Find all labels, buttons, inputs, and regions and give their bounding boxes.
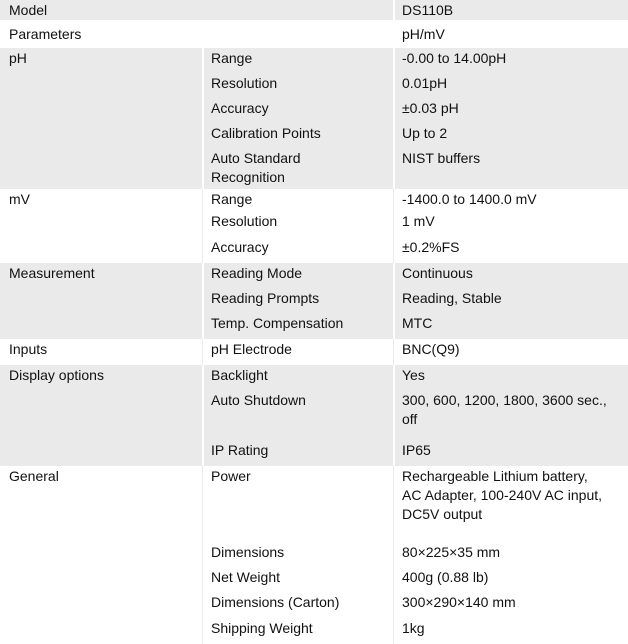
column-divider [202,73,204,98]
row-value: 1 mV [402,213,435,229]
row-value-line: off [402,411,418,427]
row-group-label: Inputs [9,341,48,357]
table-row-ph-accuracy [0,98,628,123]
table-row-mv-resolution [0,211,628,237]
column-divider [393,48,395,73]
row-param-label: Accuracy [211,100,269,116]
column-divider [393,390,395,440]
row-value: Reading, Stable [402,290,502,306]
column-divider [393,466,394,644]
row-value-line: AC Adapter, 100-240V AC input, [402,487,603,503]
row-group-label: Measurement [9,265,95,281]
row-param-label: Dimensions (Carton) [211,594,340,610]
row-param-label: Accuracy [211,239,269,255]
table-row-display-backlight [0,365,628,390]
table-row-general-power [0,466,628,542]
column-divider [202,466,203,644]
row-value: 80×225×35 mm [402,544,501,560]
row-value: 1kg [402,620,425,636]
column-divider [393,189,394,263]
column-divider [202,390,204,440]
table-row-model [0,0,628,20]
table-row-ph-resolution [0,73,628,98]
row-param-label: Dimensions [211,544,285,560]
row-value-line: 300, 600, 1200, 1800, 3600 sec., [402,392,607,408]
row-param-label: Power [211,468,251,484]
column-divider [393,440,395,466]
row-param-label: pH Electrode [211,341,292,357]
table-row-measurement-temp [0,313,628,339]
column-divider [393,148,395,189]
row-value: 0.01pH [402,75,448,91]
row-group-label: pH [9,50,27,66]
row-value [402,390,607,429]
column-divider [202,123,204,148]
row-param-label: Auto Shutdown [211,392,306,408]
column-divider [393,288,395,313]
row-group-label: mV [9,191,30,207]
column-divider [202,440,204,466]
row-param-label: Range [211,50,253,66]
row-param-label: Temp. Compensation [211,315,344,331]
column-divider [202,288,204,313]
column-divider [393,365,395,390]
table-row-general-shipping [0,618,628,644]
row-value: Up to 2 [402,125,448,141]
row-value: IP65 [402,442,431,458]
row-value: 300×290×140 mm [402,594,516,610]
row-param-label: Reading Prompts [211,290,320,306]
row-param-label: Calibration Points [211,125,321,141]
row-group-label: Parameters [9,26,82,42]
row-value-line: DC5V output [402,506,483,522]
row-value-line: Rechargeable Lithium battery, [402,468,588,484]
row-value: BNC(Q9) [402,341,460,357]
row-param-label: Reading Mode [211,265,303,281]
table-row-ph-auto-standard [0,148,628,189]
column-divider [202,98,204,123]
table-row-ph-calibration [0,123,628,148]
table-row-mv-accuracy [0,237,628,263]
column-divider [393,263,395,288]
row-value [402,466,602,524]
column-divider [202,339,203,365]
column-divider [393,73,395,98]
row-param-label: Net Weight [211,569,280,585]
table-row-measurement-prompts [0,288,628,313]
row-param-label [211,148,301,187]
row-group-label: Model [9,2,48,18]
row-group-label: Display options [9,367,104,383]
row-param-label: Resolution [211,213,278,229]
row-param-label: Range [211,191,253,207]
row-value: ±0.2%FS [402,239,460,255]
table-row-display-ip [0,440,628,466]
column-divider [393,123,395,148]
row-value: ±0.03 pH [402,100,459,116]
column-divider [202,148,204,189]
table-row-general-net-weight [0,567,628,592]
row-value: -0.00 to 14.00pH [402,50,507,66]
row-value: 400g (0.88 lb) [402,569,489,585]
column-divider [393,313,395,339]
row-value: Continuous [402,265,473,281]
row-value: MTC [402,315,433,331]
row-value: pH/mV [402,26,445,42]
row-value: Yes [402,367,425,383]
table-row-display-shutdown [0,390,628,440]
row-group-label: General [9,468,59,484]
row-param-label: Shipping Weight [211,620,313,636]
row-value: -1400.0 to 1400.0 mV [402,191,537,207]
table-row-measurement-mode [0,263,628,288]
row-param-label: Resolution [211,75,278,91]
table-row-parameters [0,24,628,48]
column-divider [393,0,395,20]
column-divider [202,48,204,73]
column-divider [202,189,203,263]
row-param-label: Backlight [211,367,268,383]
column-divider [393,98,395,123]
row-param-label: IP Rating [211,442,269,458]
column-divider [202,365,204,390]
table-row-ph-range [0,48,628,73]
row-param-line: Auto Standard [211,150,301,166]
column-divider [202,313,204,339]
table-row-general-carton [0,592,628,618]
row-value: NIST buffers [402,150,481,166]
row-value: DS110B [402,2,454,18]
table-row-general-dimensions [0,542,628,567]
row-param-line: Recognition [211,169,285,185]
column-divider [202,263,204,288]
table-row-inputs [0,339,628,365]
table-row-mv-range [0,189,628,211]
column-divider [393,339,394,365]
